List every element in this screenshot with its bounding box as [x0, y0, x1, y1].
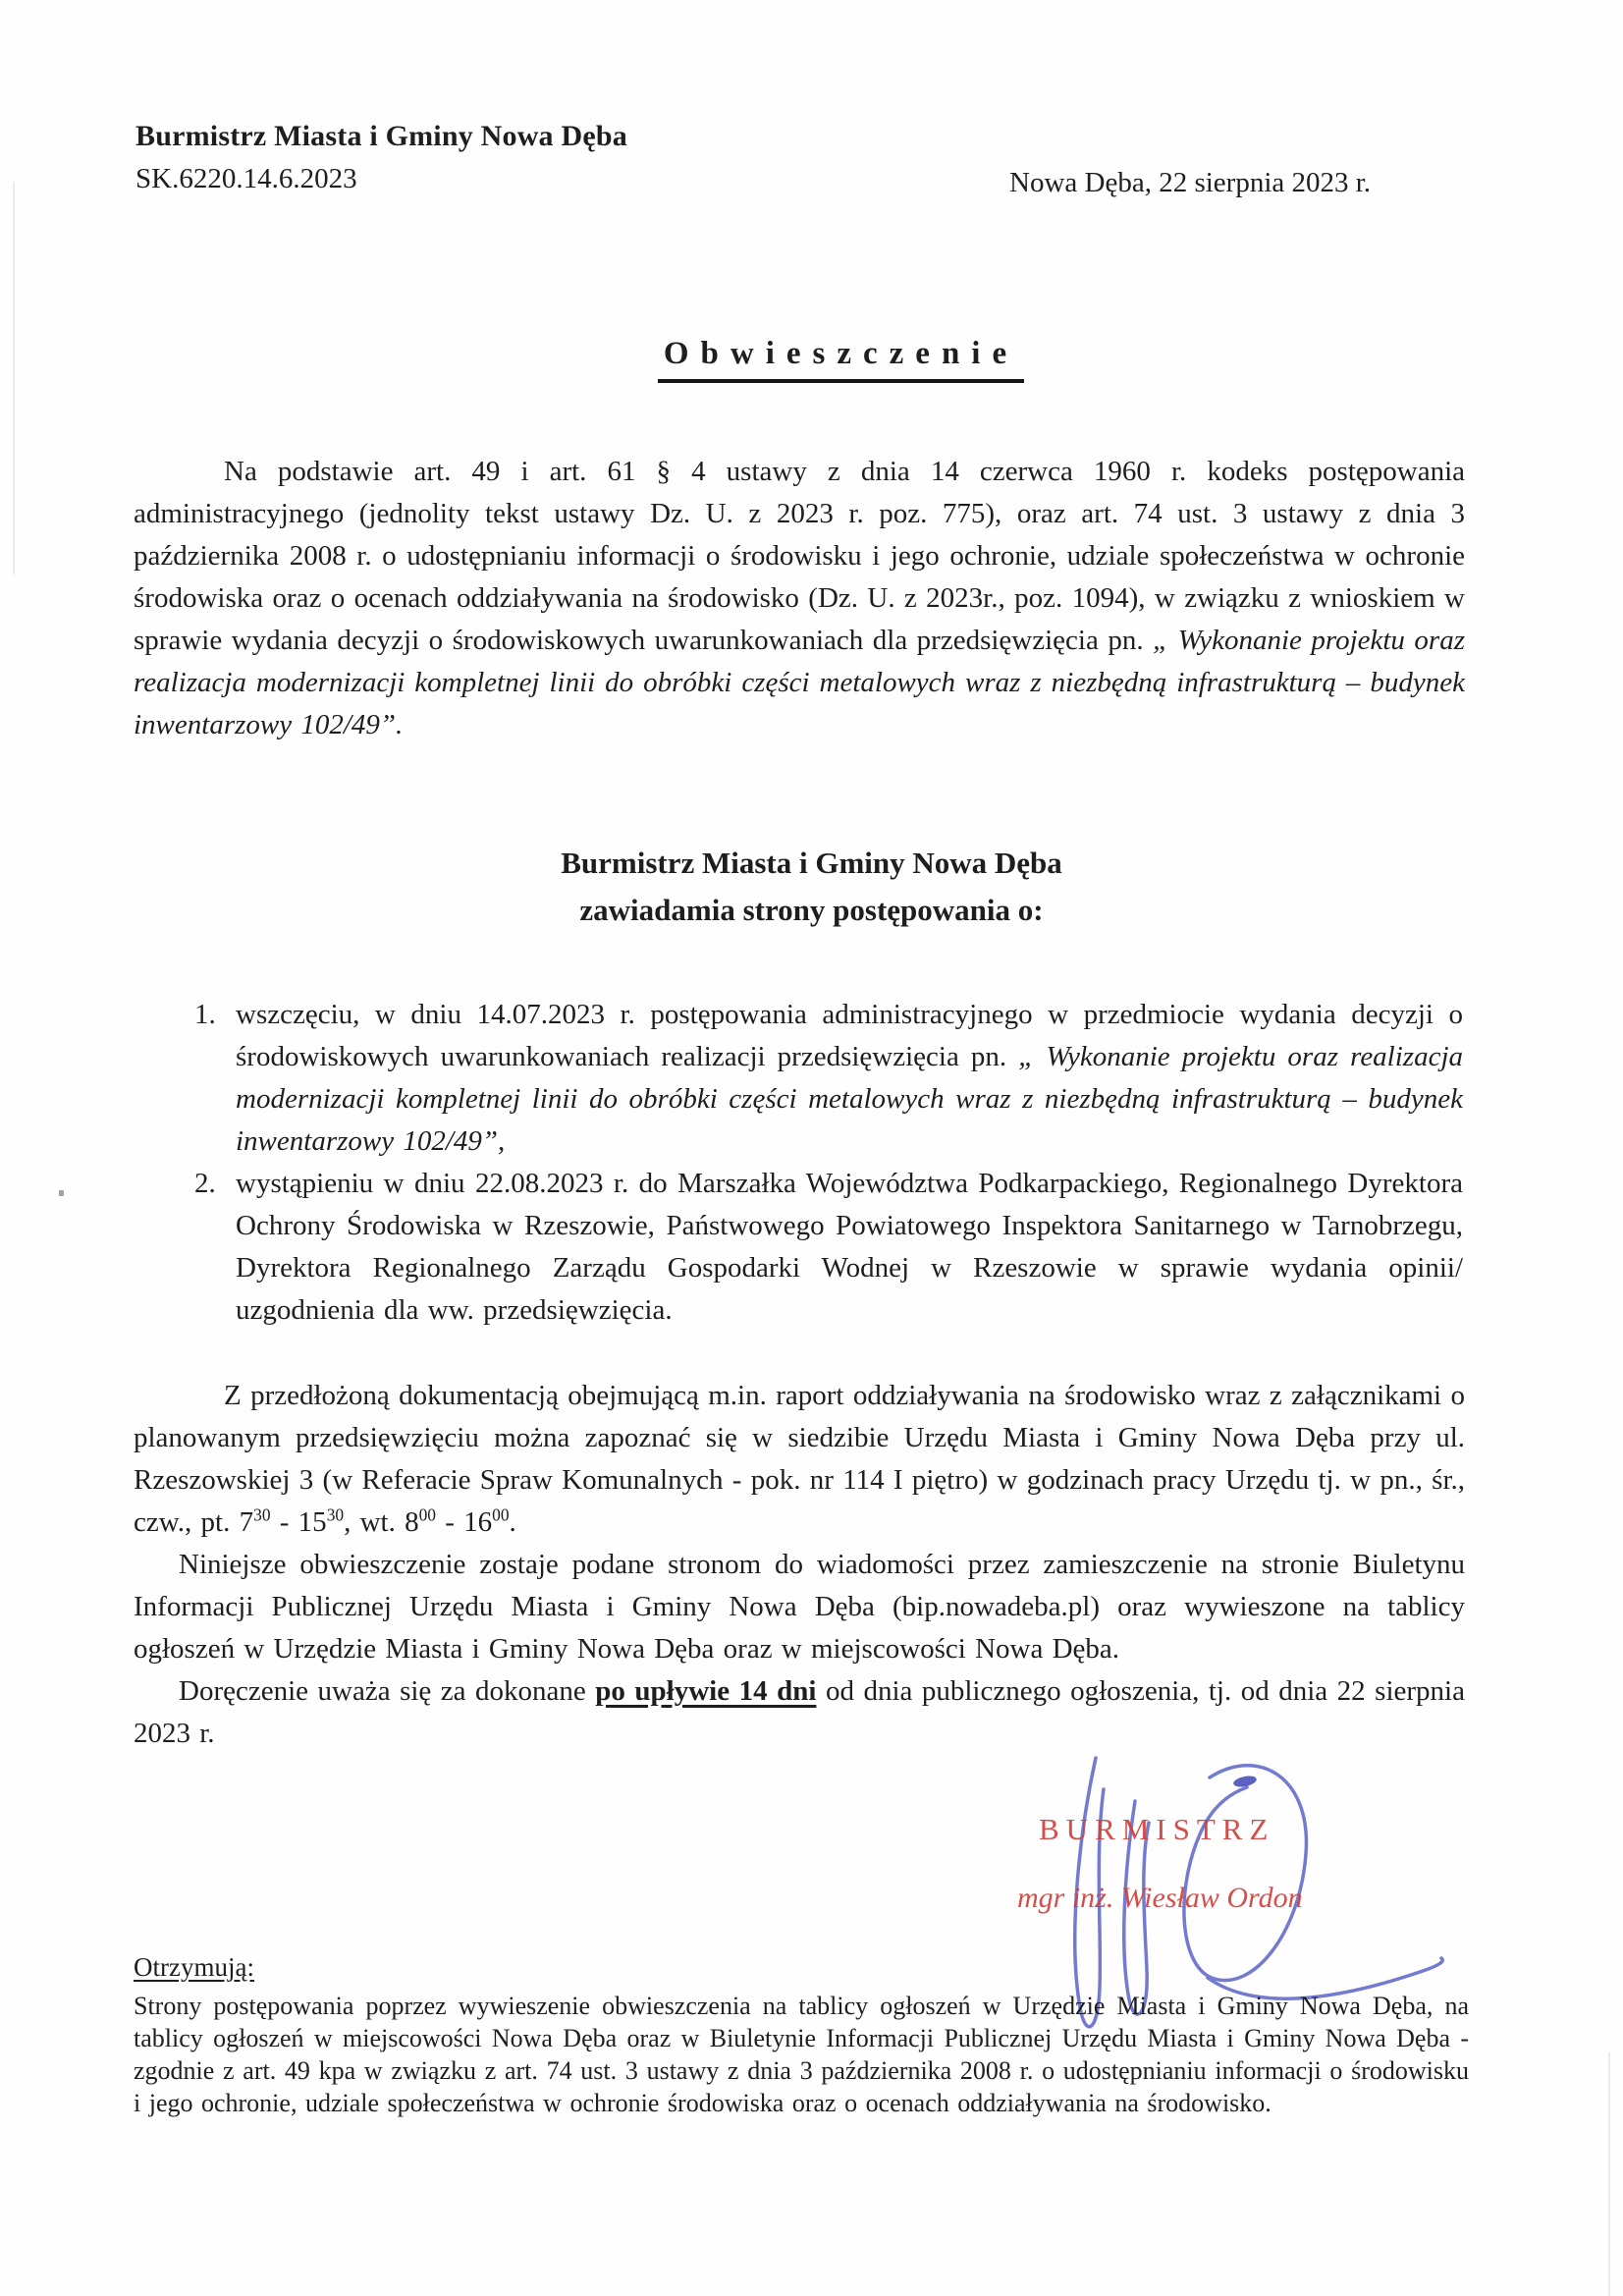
delivery-prefix: Doręczenie uważa się za dokonane	[179, 1675, 596, 1707]
distribution-label: Otrzymują:	[134, 1952, 254, 1982]
burmistrz-stamp-title: BURMISTRZ	[1039, 1812, 1275, 1846]
place-and-date: Nowa Dęba, 22 sierpnia 2023 r.	[1009, 167, 1372, 198]
documentation-paragraph	[134, 1375, 1465, 1544]
document-title: Obwieszczenie	[658, 336, 1024, 383]
list-item-2-text: wystąpieniu w dniu 22.08.2023 r. do Marszałka Województwa Podkarpackiego, Regionalnego Dyrektora Ochrony Środowiska w Rzeszowie, Państwowego Powiatowego Inspektora Sanitarnego w Tarnobrzegu, Dyrektora Regionalnego Zarządu Gospodarki Wodnej w Rzeszowie w sprawie wydania opinii/ uzgodnienia dla ww. przedsięwzięcia.	[236, 1168, 1463, 1326]
distribution-text: Strony postępowania poprzez wywieszenie obwieszczenia na tablicy ogłoszeń w Urzędzie Miasta i Gminy Nowa Dęba, na tablicy ogłoszeń w miejscowości Nowa Dęba oraz w Biuletynie Informacji Publicznej Urzędu Miasta i Gminy Nowa Dęba - zgodnie z art. 49 kpa w związku z art. 74 ust. 3 ustawy z dnia 3 października 2008 r. o udostępnianiu informacji o środowisku i jego ochronie, udziale społeczeństwa w ochronie środowiska oraz o ocenach oddziaływania na środowisko.	[134, 1992, 1469, 2117]
issuer-name: Burmistrz Miasta i Gminy Nowa Dęba	[135, 120, 627, 152]
letterhead	[135, 120, 627, 195]
legal-basis-paragraph	[134, 451, 1465, 746]
scan-artifact-dot	[59, 1190, 64, 1196]
hours-superscript-3: 00	[418, 1504, 436, 1525]
list-item-1	[194, 994, 1463, 1163]
delivery-suffix: od dnia publicznego ogłoszenia, tj. od dnia 22 sierpnia 2023 r.	[134, 1675, 1465, 1749]
documentation-text-4: - 16	[435, 1506, 493, 1538]
delivery-deadline-emphasis: po upływie 14 dni	[595, 1675, 817, 1707]
list-item-1-text: wszczęciu, w dniu 14.07.2023 r. postępowania administracyjnego w przedmiocie wydania decyzji o środowiskowych uwarunkowaniach realizacji przedsięwzięcia pn.	[236, 999, 1463, 1072]
list-item-1-number: 1.	[194, 999, 216, 1030]
notice-heading-line2: zawiadamia strony postępowania o:	[579, 893, 1044, 927]
documentation-text-3: , wt. 8	[344, 1506, 419, 1538]
project-name-quote: „ Wykonanie projektu oraz realizacja modernizacji kompletnej linii do obróbki części metalowych wraz z niezbędną infrastrukturą – budynek inwentarzowy 102/49”.	[134, 625, 1465, 740]
list-item-1-project-name: „ Wykonanie projektu oraz realizacja modernizacji kompletnej linii do obróbki części metalowych wraz z niezbędną infrastrukturą – budynek inwentarzowy 102/49”,	[236, 1041, 1464, 1157]
documentation-text: Z przedłożoną dokumentacją obejmującą m.in. raport oddziaływania na środowisko wraz z załącznikami o planowanym przedsięwzięciu można zapoznać się w siedzibie Urzędu Miasta i Gminy Nowa Dęba przy ul. Rzeszowskiej 3 (w Referacie Spraw Komunalnych - pok. nr 114 I piętro) w godzinach pracy Urzędu tj. w pn., śr., czw., pt. 7	[134, 1380, 1465, 1538]
burmistrz-stamp-name: mgr inż. Wiesław Ordon	[1017, 1882, 1303, 1914]
hours-superscript-2: 30	[326, 1504, 345, 1525]
case-number: SK.6220.14.6.2023	[135, 163, 357, 194]
publication-paragraph: Niniejsze obwieszczenie zostaje podane stronom do wiadomości przez zamieszczenie na stronie Biuletynu Informacji Publicznej Urzędu Miasta i Gminy Nowa Dęba (bip.nowadeba.pl) oraz wywieszone na tablicy ogłoszeń w Urzędzie Miasta i Gminy Nowa Dęba oraz w miejscowości Nowa Dęba.	[134, 1549, 1465, 1665]
announcement-list	[194, 994, 1463, 1332]
legal-basis-text: Na podstawie art. 49 i art. 61 § 4 ustawy z dnia 14 czerwca 1960 r. kodeks postępowania administracyjnego (jednolity tekst ustawy Dz. U. z 2023 r. poz. 775), oraz art. 74 ust. 3 ustawy z dnia 3 października 2008 r. o udostępnianiu informacji o środowisku i jego ochronie, udziale społeczeństwa w ochronie środowiska oraz o ocenach oddziaływania na środowisko (Dz. U. z 2023r., poz. 1094), w związku z wnioskiem w sprawie wydania decyzji o środowiskowych uwarunkowaniach dla przedsięwzięcia pn.	[134, 456, 1465, 656]
list-item-2	[194, 1163, 1463, 1332]
documentation-text-5: .	[509, 1506, 516, 1538]
hours-superscript-4: 00	[492, 1504, 510, 1525]
documentation-text-2: - 15	[270, 1506, 327, 1538]
hours-superscript-1: 30	[253, 1504, 271, 1525]
distribution-block	[134, 1952, 1469, 2145]
list-item-2-number: 2.	[194, 1168, 216, 1199]
body-paragraphs	[134, 1375, 1465, 1755]
notice-heading	[0, 840, 1623, 934]
notice-heading-line1: Burmistrz Miasta i Gminy Nowa Dęba	[561, 846, 1062, 880]
title-row	[0, 336, 1623, 383]
scan-artifact-right-edge	[1608, 2052, 1610, 2296]
